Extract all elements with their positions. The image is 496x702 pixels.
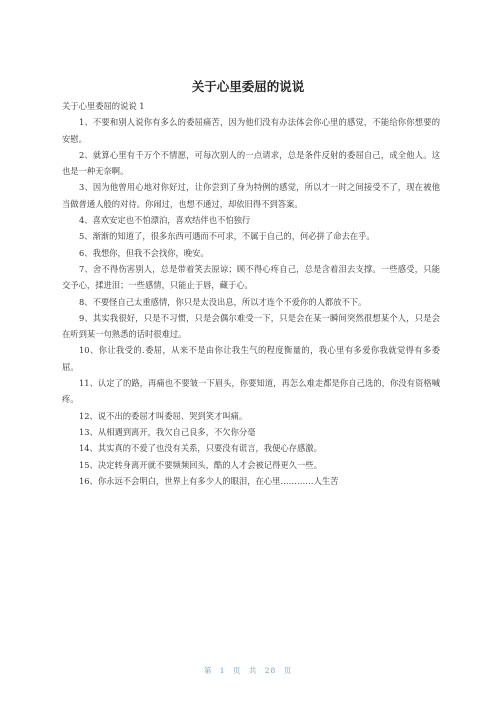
paragraph-7: 7、舍不得伤害别人，总是带着笑去原谅；顾不得心疼自己，总是含着泪去支撑。一些感受，只能交予心，揉进泪；一些感情，只能止于唇，藏于心。	[62, 263, 440, 291]
paragraph-5: 5、渐渐的知道了，很多东西可遇而不可求，不属于自己的，何必拼了命去在乎。	[79, 231, 375, 242]
paragraph-4: 4、喜欢安定也不怕漂泊，喜欢结伴也不怕独行	[79, 215, 251, 226]
footer-page-unit: 页	[232, 666, 242, 675]
paragraph-10: 10、你让我受的.委屈，从来不是由你让我生气的程度衡量的，我心里有多爱你我就觉得有多委屈。	[62, 345, 440, 372]
paragraph-1: 1、不要和别人说你有多么的委屈痛苦，因为他们没有办法体会你心里的感觉，不能给你你想要的安慰。	[62, 117, 440, 144]
paragraph-16: 16、你永远不会明白，世界上有多少人的眼泪，在心里…………人生苦	[79, 475, 339, 486]
section-subtitle: 关于心里委屈的说说 1	[62, 101, 145, 111]
paragraph-8: 8、不要怪自己太重感情，你只是太没出息，所以才连个不爱你的人都放不下。	[79, 296, 367, 307]
document-title: 关于心里委屈的说说	[191, 79, 305, 94]
paragraph-14: 14、其实真的不爱了也没有关系，只要没有谎言，我便心存感激。	[79, 443, 322, 454]
footer-page-number: 1	[219, 666, 226, 675]
paragraph-9: 9、其实我很好，只是不习惯，只是会偶尔难受一下，只是会在某一瞬间突然很想某个人，只是会在听到某一句熟悉的话时很难过。	[62, 312, 440, 340]
footer-total-pages: 28	[264, 666, 277, 675]
footer-page-label: 第	[203, 666, 213, 675]
paragraph-15: 15、决定转身离开就不要频频回头，酷的人才会被记得更久一些。	[79, 459, 322, 470]
document-body	[62, 98, 440, 489]
footer-total-label: 共	[248, 666, 258, 675]
footer-total-unit: 页	[283, 666, 293, 675]
paragraph-2: 2、就算心里有千万个不情愿，可每次别人的一点请求，总是条件反射的委屈自己，成全他人。这也是一种无奈啊。	[62, 149, 440, 177]
paragraph-3: 3、因为他曾用心地对你好过，让你尝到了身为特例的感觉，所以才一时之间接受不了，现在被他当做普通人般的对待。你闹过，也想不通过，却依旧得不到答案。	[62, 182, 440, 209]
paragraph-13: 13、从相遇到离开，我欠自己良多，不欠你分毫	[79, 426, 256, 437]
paragraph-12: 12、说不出的委屈才叫委屈、哭到笑才叫痛。	[79, 410, 248, 421]
paragraph-11: 11、认定了的路，再痛也不要皱一下眉头，你要知道，再怎么难走都是你自己选的，你没有资格喊疼。	[62, 378, 440, 405]
page-footer	[0, 666, 496, 676]
paragraph-6: 6、我想你，但我不会找你，晚安。	[79, 247, 209, 258]
